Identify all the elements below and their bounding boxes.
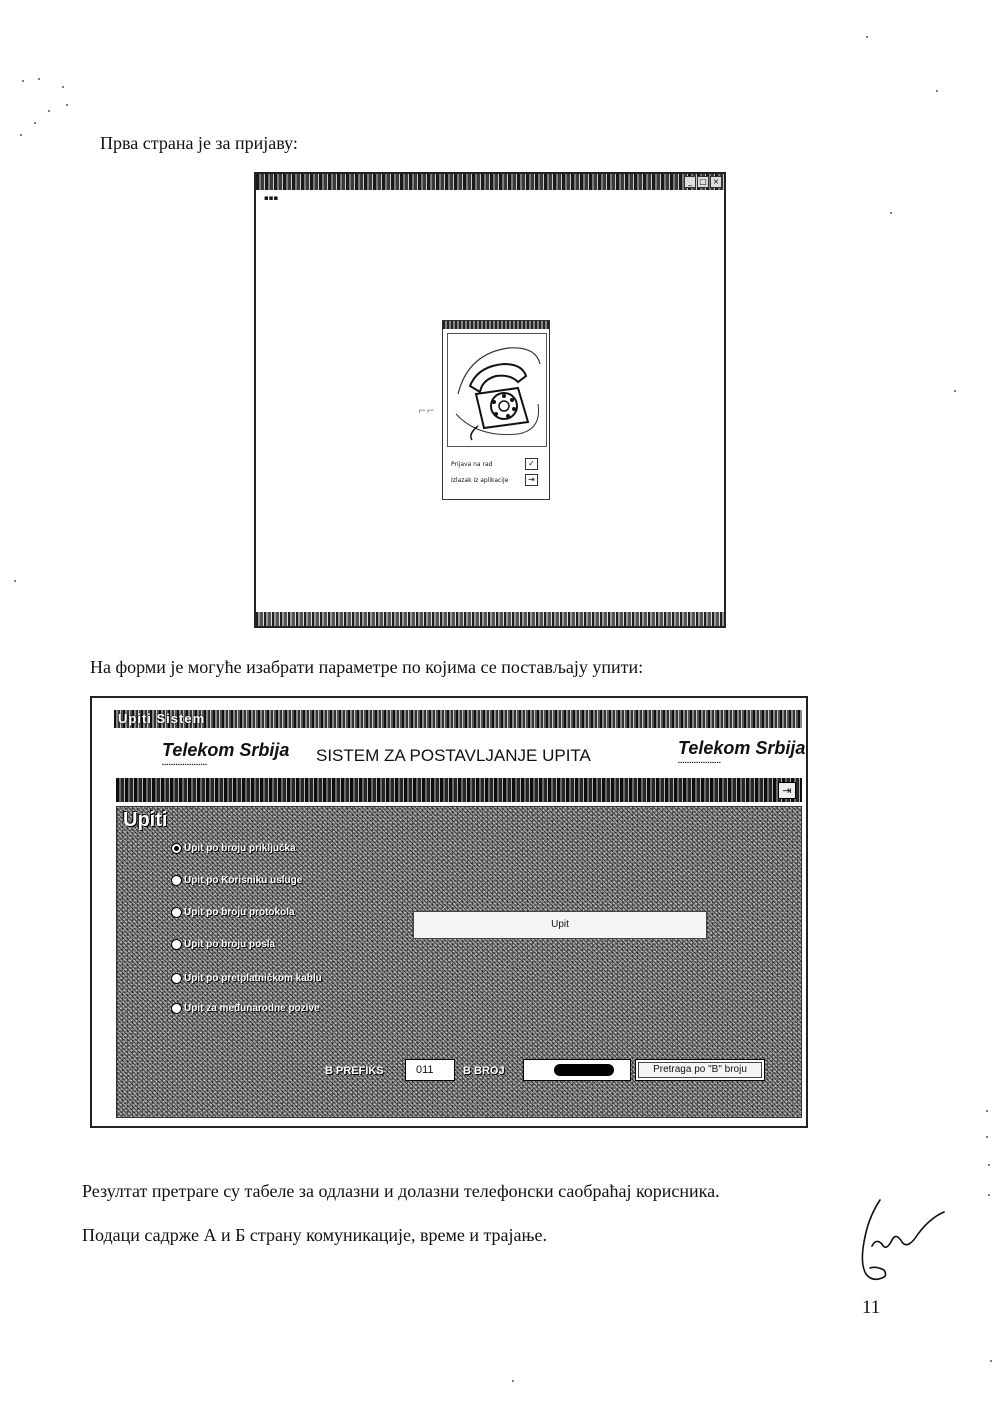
radio-upit-kabl[interactable] (171, 973, 322, 984)
exit-option-label: Izlazak iz aplikacije (451, 477, 509, 484)
radio-dot[interactable] (171, 907, 182, 918)
login-window-screenshot (254, 172, 726, 628)
taskbar (256, 612, 724, 626)
telephone-illustration (447, 333, 547, 447)
radio-upit-medjunarodni[interactable] (171, 1003, 320, 1014)
app-title: SISTEM ZA POSTAVLJANJE UPITA (316, 746, 591, 765)
brand-logo-right (678, 738, 805, 766)
brand-name-right: Telekom Srbija (678, 738, 806, 758)
radio-upit-posao[interactable] (171, 939, 275, 950)
toolbar (116, 778, 802, 802)
maximize-icon[interactable]: □ (697, 176, 709, 188)
query-window-titlebar (114, 710, 802, 728)
radio-dot[interactable] (171, 843, 182, 854)
telephone-icon (448, 334, 546, 446)
prefix-label: B PREFIKS (325, 1065, 384, 1077)
radio-upit-broj-prikljucka[interactable] (171, 843, 296, 854)
radio-label: Upit po pretplatničkom kablu (184, 973, 322, 984)
query-window-screenshot (90, 696, 808, 1128)
data-text: Подаци садрже А и Б страну комуникације, време и трајање. (82, 1225, 548, 1245)
intro-text-form: На форми је могуће изабрати параметре по којима се постављају упити: (90, 657, 644, 677)
radio-dot[interactable] (171, 875, 182, 886)
radio-dot[interactable] (171, 1003, 182, 1014)
query-window-title: Upiti Sistem (118, 711, 206, 726)
radio-label: Upit po broju posla (184, 939, 276, 950)
door-exit-icon[interactable]: ⇥ (525, 474, 538, 486)
login-dialog (442, 320, 550, 500)
radio-label: Upit za međunarodne pozive (184, 1003, 320, 1014)
intro-text-login: Прва страна је за пријаву: (100, 133, 298, 153)
radio-upit-protokol[interactable] (171, 907, 295, 918)
brand-logo-left (162, 740, 289, 768)
radio-label: Upit po broju protokola (184, 907, 295, 918)
minimize-icon[interactable]: _ (684, 176, 696, 188)
brand-name-left: Telekom Srbija (162, 740, 290, 760)
faint-mark: ⌐⌐ (418, 406, 435, 417)
query-panel (116, 806, 802, 1118)
query-button[interactable]: Upit (413, 911, 707, 939)
radio-label: Upit po Korisniku usluge (184, 875, 303, 886)
search-by-number-button[interactable]: Pretraga po "B" broju (635, 1059, 765, 1081)
section-title: Upiti (123, 809, 168, 831)
check-icon[interactable]: ✓ (525, 458, 538, 470)
brand-tagline-right: ▪▪▪▪▪▪▪▪▪▪▪▪▪▪▪▪▪▪▪ (678, 760, 722, 766)
login-window-menu[interactable]: ▪▪▪ (264, 194, 279, 202)
redaction-mark (554, 1064, 614, 1076)
login-dialog-titlebar (443, 321, 549, 329)
number-input[interactable] (523, 1059, 631, 1081)
login-option-label: Prijava na rad (451, 461, 493, 468)
radio-dot[interactable] (171, 939, 182, 950)
close-icon[interactable]: × (710, 176, 722, 188)
brand-tagline-left: ▪▪▪▪▪▪▪▪▪▪▪▪▪▪▪▪▪▪▪▪ (162, 762, 208, 768)
exit-icon[interactable]: ⇥ (778, 782, 796, 799)
login-window-titlebar (256, 174, 724, 190)
radio-dot[interactable] (171, 973, 182, 984)
radio-upit-korisnik[interactable] (171, 875, 302, 886)
page-number: 11 (862, 1297, 881, 1318)
prefix-input[interactable]: 011 (405, 1059, 455, 1081)
result-text: Резултат претраге су табеле за одлазни и долазни телефонски саобраћај корисника. (82, 1181, 720, 1201)
number-label: B BROJ (463, 1065, 505, 1077)
radio-label: Upit po broju priključka (184, 843, 296, 854)
handwritten-signature (846, 1196, 956, 1291)
